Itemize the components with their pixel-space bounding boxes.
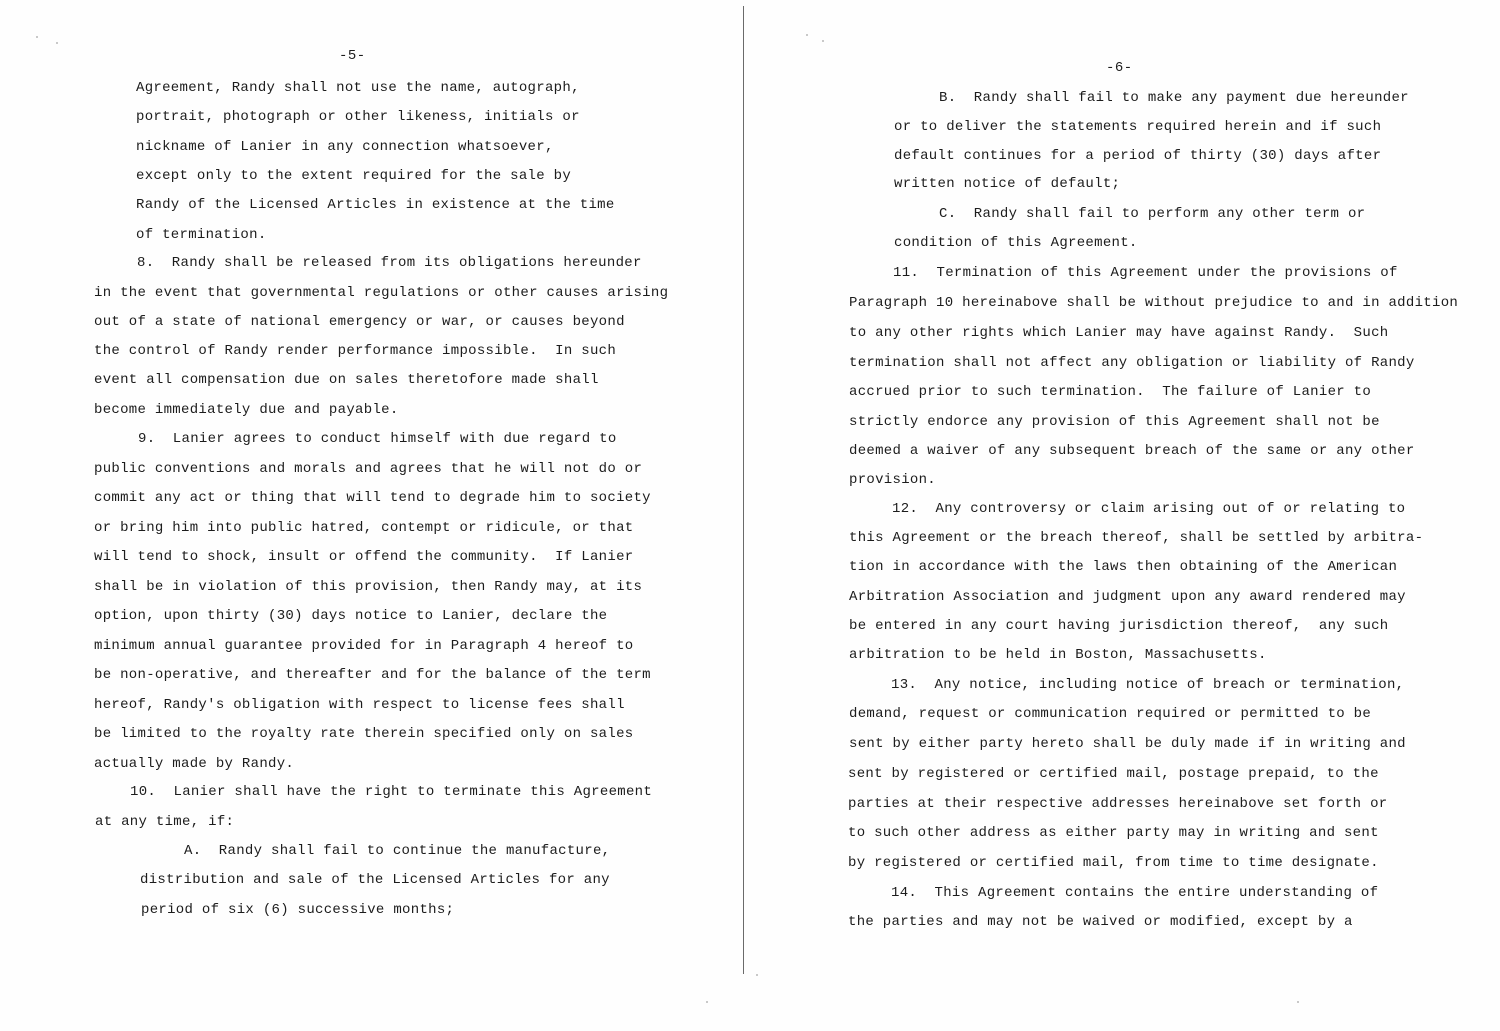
text-line: become immediately due and payable. [94, 402, 399, 418]
text-line: tion in accordance with the laws then obtaining of the American [849, 559, 1398, 575]
text-line: provision. [849, 472, 937, 488]
text-line: Paragraph 10 hereinabove shall be without prejudice to and in addition [849, 295, 1459, 311]
paragraph-12-start: 12. Any controversy or claim arising out of or relating to [892, 501, 1406, 517]
scan-speck [36, 36, 38, 38]
text-line: parties at their respective addresses hereinabove set forth or [848, 796, 1388, 812]
paragraph-11-start: 11. Termination of this Agreement under the provisions of [893, 265, 1398, 281]
page-number: -5- [339, 48, 366, 64]
page-5 [0, 0, 743, 1031]
text-line: by registered or certified mail, from time to time designate. [848, 855, 1379, 871]
paragraph-8-start: 8. Randy shall be released from its obligations hereunder [137, 255, 642, 271]
text-line: demand, request or communication required or permitted to be [849, 706, 1372, 722]
text-line: written notice of default; [894, 176, 1121, 192]
text-line: strictly endorce any provision of this Agreement shall not be [849, 414, 1380, 430]
text-line: portrait, photograph or other likeness, initials or [136, 109, 580, 125]
paragraph-9-start: 9. Lanier agrees to conduct himself with due regard to [138, 431, 617, 447]
text-line: accrued prior to such termination. The failure of Lanier to [849, 384, 1372, 400]
text-line: sent by registered or certified mail, postage prepaid, to the [848, 766, 1379, 782]
scan-speck [56, 42, 58, 44]
text-line: will tend to shock, insult or offend the community. If Lanier [94, 549, 634, 565]
text-line: shall be in violation of this provision, then Randy may, at its [94, 579, 643, 595]
subparagraph-b-start: B. Randy shall fail to make any payment due hereunder [939, 90, 1409, 106]
text-line: condition of this Agreement. [894, 235, 1138, 251]
text-line: distribution and sale of the Licensed Articles for any [140, 872, 610, 888]
text-line: period of six (6) successive months; [141, 902, 455, 918]
text-line: Arbitration Association and judgment upon any award rendered may [849, 589, 1406, 605]
text-line: this Agreement or the breach thereof, shall be settled by arbitra- [849, 530, 1424, 546]
text-line: of termination. [136, 227, 267, 243]
text-line: arbitration to be held in Boston, Massachusetts. [849, 647, 1267, 663]
page-gutter [743, 6, 744, 974]
text-line: be entered in any court having jurisdiction thereof, any such [849, 618, 1389, 634]
scan-speck [806, 34, 808, 36]
page-number: -6- [1106, 60, 1133, 76]
paragraph-14-start: 14. This Agreement contains the entire understanding of [891, 885, 1379, 901]
subparagraph-a-start: A. Randy shall fail to continue the manufacture, [184, 843, 611, 859]
text-line: default continues for a period of thirty (30) days after [894, 148, 1382, 164]
text-line: actually made by Randy. [94, 756, 295, 772]
subparagraph-c-start: C. Randy shall fail to perform any other term or [939, 206, 1366, 222]
text-line: deemed a waiver of any subsequent breach of the same or any other [849, 443, 1415, 459]
text-line: termination shall not affect any obligation or liability of Randy [849, 355, 1415, 371]
text-line: nickname of Lanier in any connection whatsoever, [136, 139, 554, 155]
text-line: public conventions and morals and agrees that he will not do or [94, 461, 643, 477]
text-line: the control of Randy render performance impossible. In such [94, 343, 617, 359]
paragraph-13-start: 13. Any notice, including notice of breach or termination, [891, 677, 1405, 693]
text-line: Randy of the Licensed Articles in existence at the time [136, 197, 615, 213]
scan-speck [822, 40, 824, 42]
paragraph-10-start: 10. Lanier shall have the right to terminate this Agreement [130, 784, 653, 800]
text-line: Agreement, Randy shall not use the name, autograph, [136, 80, 580, 96]
scan-speck [706, 1001, 708, 1003]
text-line: out of a state of national emergency or war, or causes beyond [94, 314, 625, 330]
text-line: the parties and may not be waived or modified, except by a [848, 914, 1353, 930]
text-line: or bring him into public hatred, contempt or ridicule, or that [94, 520, 634, 536]
text-line: or to deliver the statements required herein and if such [894, 119, 1382, 135]
text-line: to any other rights which Lanier may have against Randy. Such [849, 325, 1389, 341]
text-line: at any time, if: [95, 814, 235, 830]
text-line: be limited to the royalty rate therein specified only on sales [94, 726, 634, 742]
text-line: to such other address as either party may in writing and sent [848, 825, 1379, 841]
text-line: option, upon thirty (30) days notice to Lanier, declare the [94, 608, 608, 624]
scan-speck [756, 974, 758, 976]
text-line: event all compensation due on sales theretofore made shall [94, 372, 599, 388]
page-6 [745, 0, 1500, 1031]
scan-speck [1297, 1001, 1299, 1003]
text-line: except only to the extent required for the sale by [136, 168, 572, 184]
text-line: be non-operative, and thereafter and for the balance of the term [94, 667, 651, 683]
text-line: commit any act or thing that will tend to degrade him to society [94, 490, 651, 506]
text-line: minimum annual guarantee provided for in Paragraph 4 hereof to [94, 638, 634, 654]
text-line: hereof, Randy's obligation with respect to license fees shall [94, 697, 625, 713]
text-line: sent by either party hereto shall be duly made if in writing and [849, 736, 1406, 752]
text-line: in the event that governmental regulations or other causes arising [94, 285, 669, 301]
